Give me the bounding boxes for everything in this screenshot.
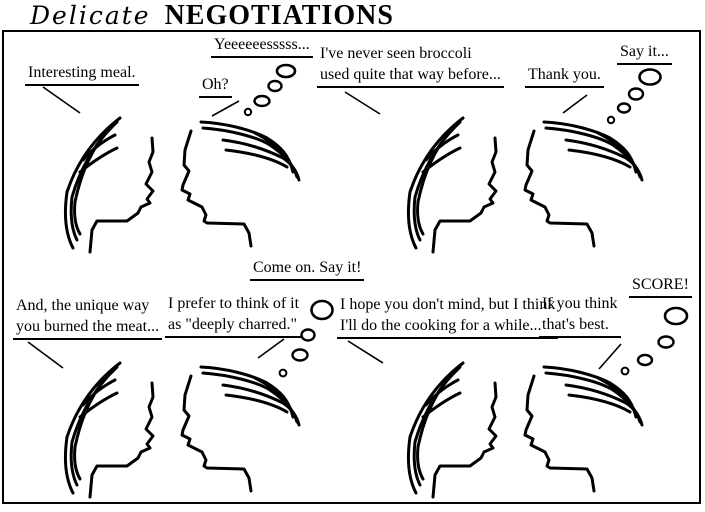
- panel3-thought-text: Come on. Say it!: [250, 257, 364, 281]
- panel4-right-pointer-line: [599, 344, 621, 369]
- panel4-left-pointer-line: [348, 341, 383, 363]
- panel2-thought-bubbles: [608, 70, 661, 124]
- panel2-right-speech: Thank you.: [525, 64, 604, 88]
- panel4-faces-art: [408, 363, 642, 497]
- panel1-thought-bubbles: [245, 65, 295, 115]
- panel3-faces-art: [65, 363, 299, 497]
- panel1-left-pointer-line: [43, 87, 80, 113]
- panel1-left-speech: Interesting meal.: [25, 62, 139, 86]
- panel2-thought-text: Say it...: [617, 41, 672, 65]
- panel1-faces-art: [65, 118, 299, 252]
- panel3-right-speech: I prefer to think of it as "deeply charred.": [165, 293, 302, 338]
- panel4-thought-bubbles: [622, 308, 687, 374]
- panel1-right-pointer-line: [212, 101, 239, 116]
- panel1-thought-text: Yeeeeeesssss...: [211, 34, 313, 58]
- panel2-faces-art: [408, 118, 642, 252]
- title-main-word: NEGOTIATIONS: [164, 0, 394, 31]
- panel4-thought-text: SCORE!: [629, 274, 692, 298]
- panel3-left-speech: And, the unique way you burned the meat...: [13, 295, 162, 340]
- panel2-right-pointer-line: [563, 95, 587, 113]
- panel4-right-speech: If you think that's best.: [539, 293, 621, 338]
- panel2-left-speech: I've never seen broccoli used quite that way before...: [317, 43, 504, 88]
- panel2-left-pointer-line: [345, 92, 380, 114]
- panel1-right-speech: Oh?: [199, 74, 232, 98]
- panel4-left-speech: I hope you don't mind, but I think I'll do the cooking for a while...: [337, 294, 558, 339]
- panel3-left-pointer-line: [28, 342, 63, 368]
- panel3-right-pointer-line: [258, 339, 284, 358]
- title-script-word: Delicate: [30, 1, 151, 30]
